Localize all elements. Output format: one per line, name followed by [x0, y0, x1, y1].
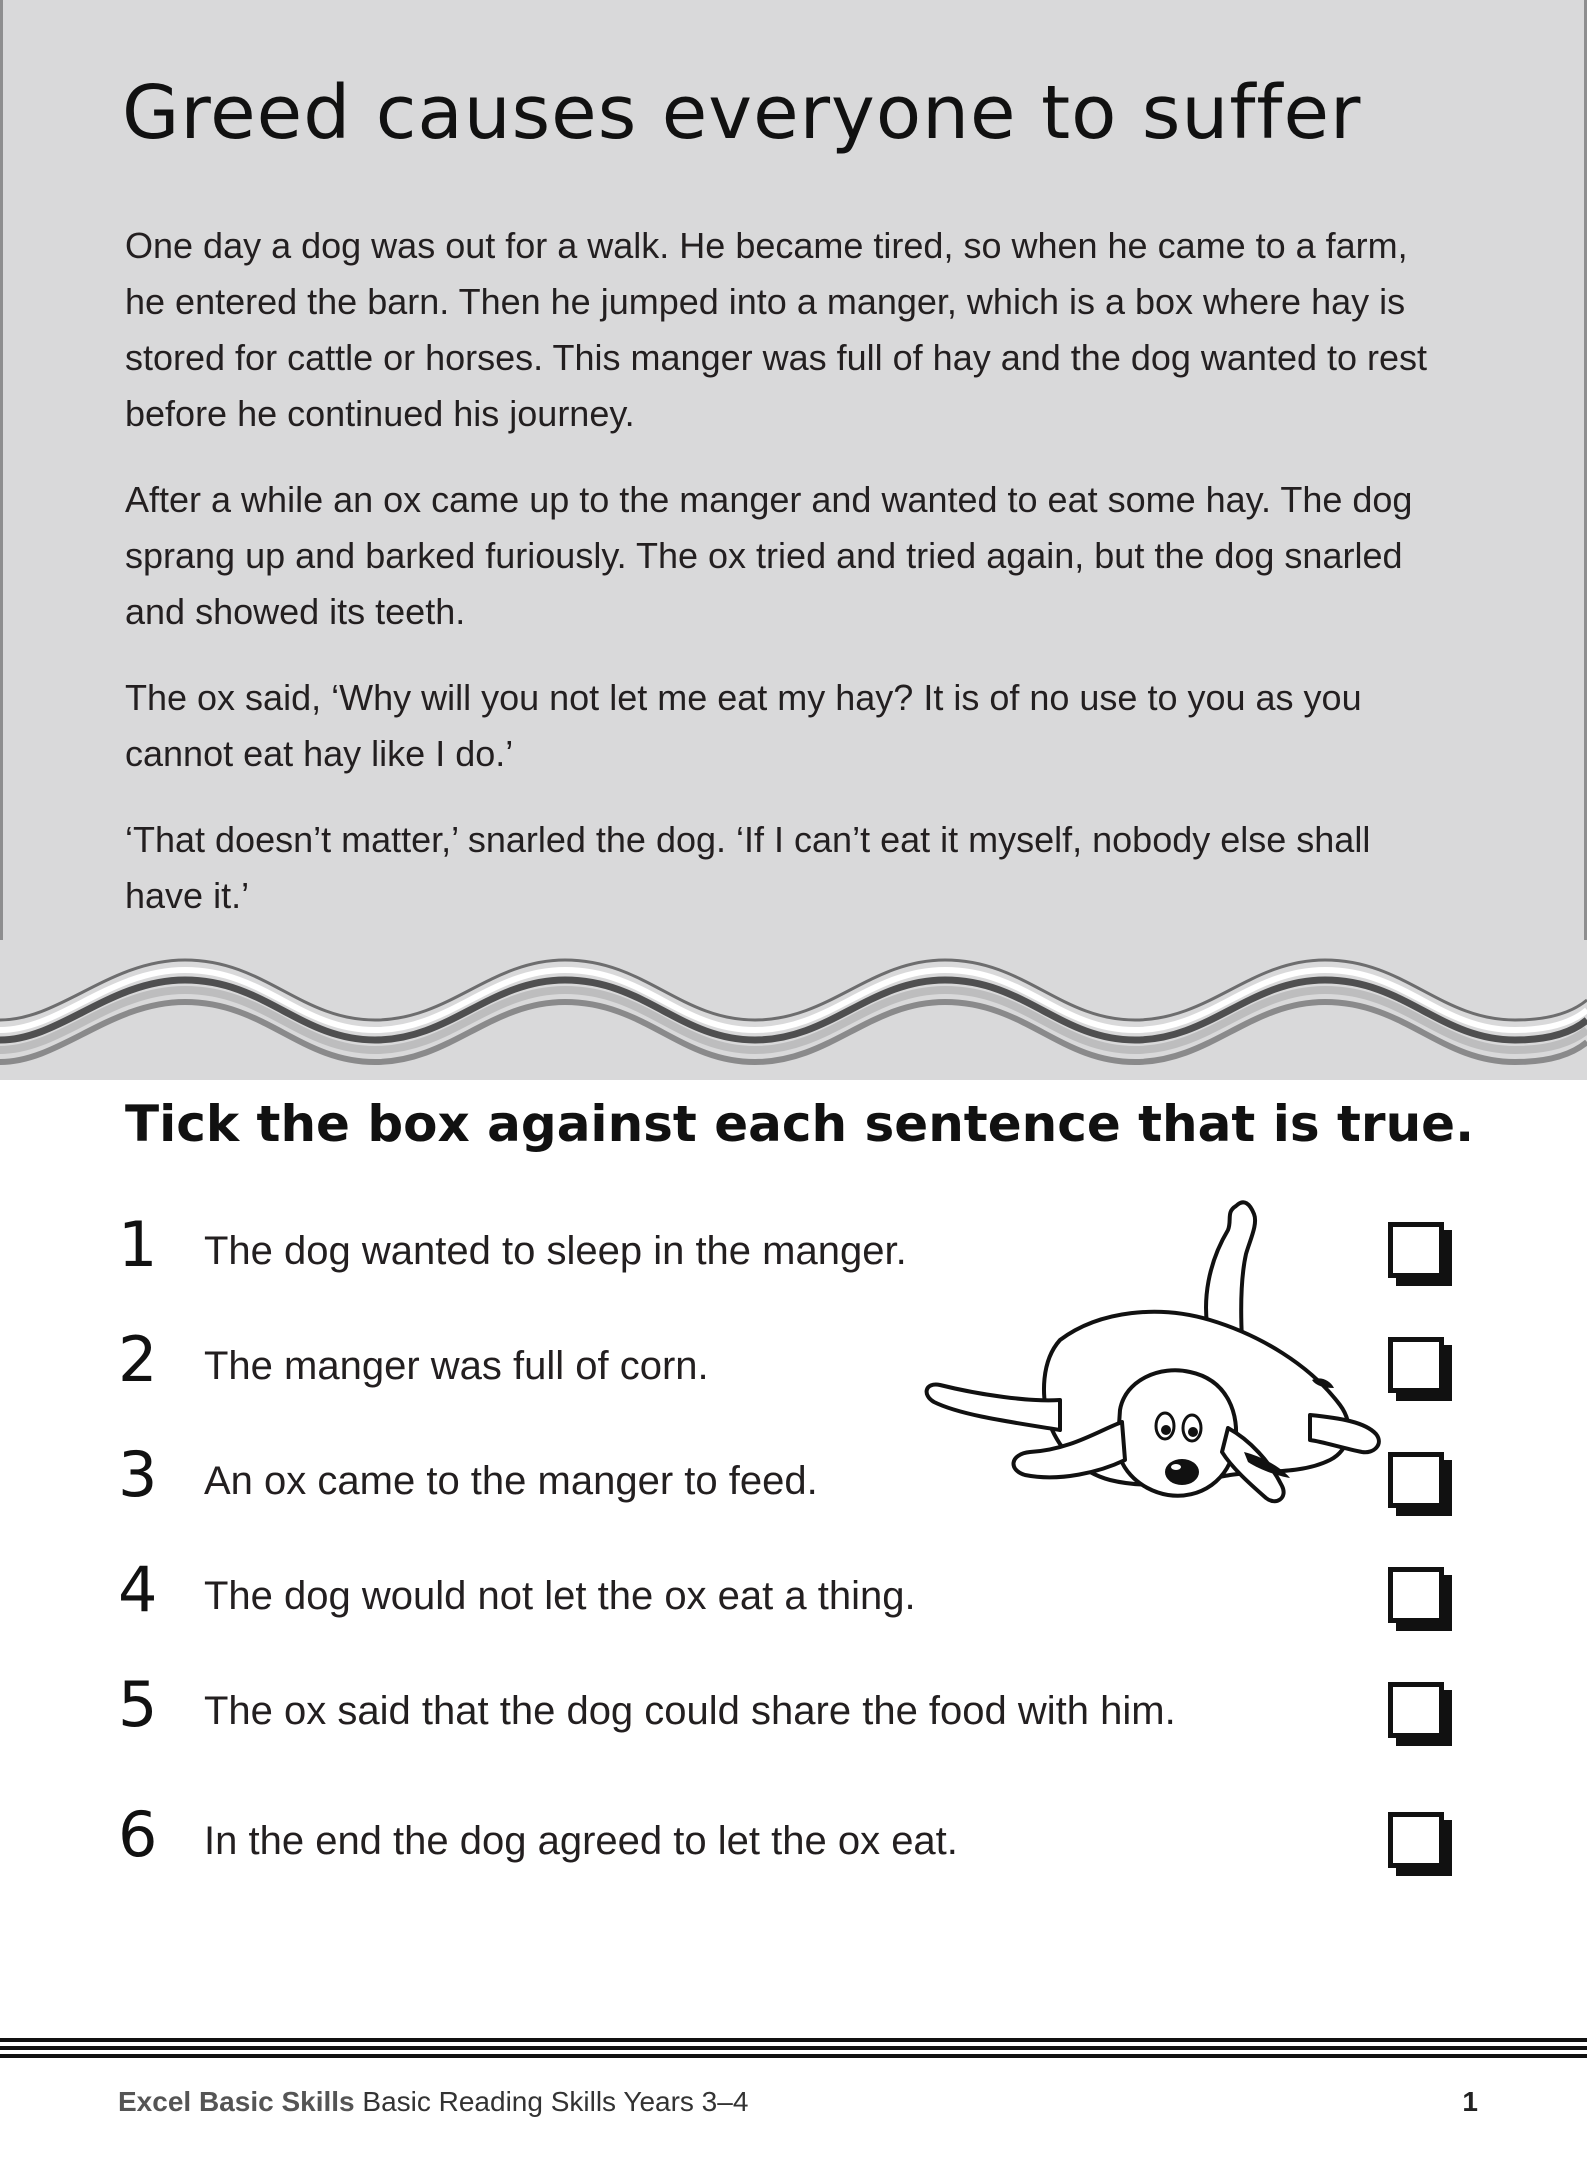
question-text: The dog would not let the ox eat a thing. — [204, 1574, 916, 1618]
question-number: 6 — [118, 1798, 158, 1871]
question-5 — [0, 1670, 1587, 1770]
footer-rule — [0, 2036, 1587, 2066]
dog-illustration — [910, 1190, 1390, 1530]
wave-divider — [0, 940, 1587, 1080]
question-number: 4 — [118, 1553, 158, 1626]
question-number: 2 — [118, 1323, 158, 1396]
story-text — [125, 218, 1455, 954]
question-6 — [0, 1800, 1587, 1900]
tick-box-2[interactable] — [1388, 1337, 1444, 1393]
tick-box-1[interactable] — [1388, 1222, 1444, 1278]
footer-series: Basic Reading Skills Years 3–4 — [362, 2086, 749, 2117]
tick-box-6[interactable] — [1388, 1812, 1444, 1868]
question-number: 3 — [118, 1438, 158, 1511]
question-text: The manger was full of corn. — [204, 1344, 709, 1388]
story-paragraph-4: ‘That doesn’t matter,’ snarled the dog. ‘If I can’t eat it myself, nobody else shall have it.’ — [125, 819, 1371, 916]
question-number: 5 — [118, 1668, 158, 1741]
question-text: In the end the dog agreed to let the ox eat. — [204, 1819, 958, 1863]
story-paragraph-3: The ox said, ‘Why will you not let me eat my hay? It is of no use to you as you cannot eat hay like I do.’ — [125, 677, 1362, 774]
question-text: An ox came to the manger to feed. — [204, 1459, 818, 1503]
tick-box-3[interactable] — [1388, 1452, 1444, 1508]
story-paragraph-1: One day a dog was out for a walk. He became tired, so when he came to a farm, he entered the barn. Then he jumped into a manger, which is a box where hay is stored for cattle or horses. This manger was full of hay and the dog wanted to rest before he continued his journey. — [125, 225, 1428, 434]
question-text: The ox said that the dog could share the food with him. — [204, 1689, 1176, 1733]
tick-box-4[interactable] — [1388, 1567, 1444, 1623]
page-footer — [118, 2086, 1478, 2126]
tick-box-5[interactable] — [1388, 1682, 1444, 1738]
instruction-heading: Tick the box against each sentence that is true. — [125, 1095, 1475, 1153]
page-number: 1 — [1462, 2086, 1478, 2117]
story-paragraph-2: After a while an ox came up to the manger and wanted to eat some hay. The dog sprang up and barked furiously. The ox tried and tried again, but the dog snarled and showed its teeth. — [125, 479, 1413, 632]
footer-brand: Excel Basic Skills — [118, 2086, 355, 2117]
question-4 — [0, 1555, 1587, 1655]
question-number: 1 — [118, 1208, 158, 1281]
question-text: The dog wanted to sleep in the manger. — [204, 1229, 907, 1273]
page-title: Greed causes everyone to suffer — [122, 70, 1362, 156]
